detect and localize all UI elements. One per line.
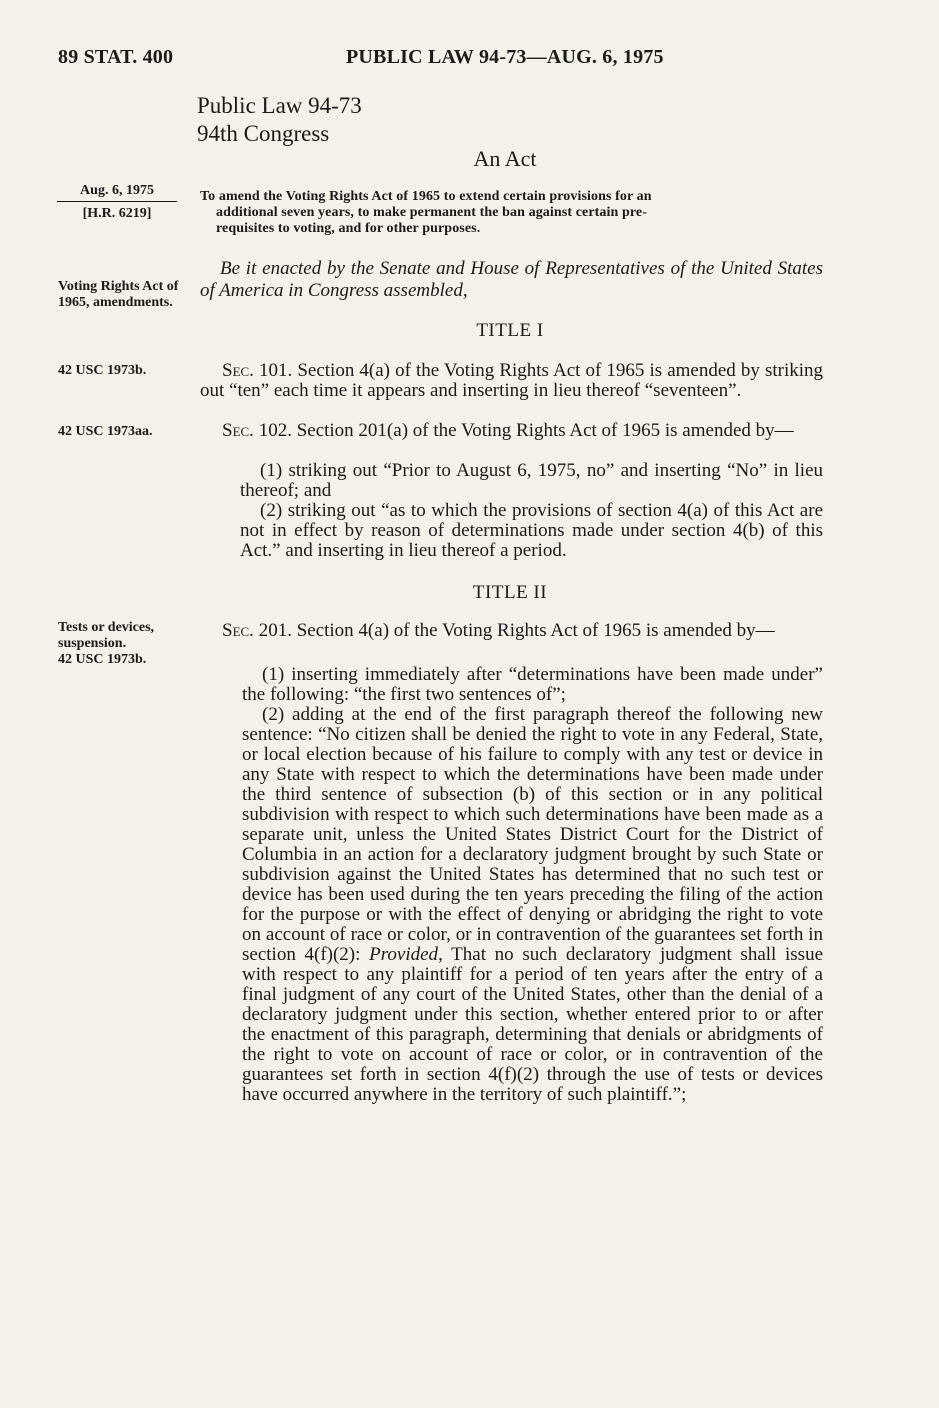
section-201: [200, 621, 823, 641]
purpose-line: requisites to voting, and for other purposes.: [216, 221, 481, 236]
section-201-paragraph-1: (1) inserting immediately after “determinations have been made under” the following: “the first two sentences of”;: [242, 664, 823, 705]
title-ii-heading: TITLE II: [472, 582, 548, 603]
title-i-heading: TITLE I: [476, 320, 544, 341]
section-102-paragraph-1: (1) striking out “Prior to August 6, 1975, no” and inserting “No” in lieu thereof; and: [240, 460, 823, 501]
enacting-clause: Be it enacted by the Senate and House of Representatives of the United States of America in Congress assembled,: [200, 258, 823, 301]
congress: 94th Congress: [197, 121, 330, 146]
section-201-paragraph-2: [242, 705, 823, 1105]
margin-note-tests-devices: [58, 620, 186, 668]
bleed-through: [600, 92, 624, 122]
section-101-text: 101. Section 4(a) of the Voting Rights Act of 1965 is amended by striking out “ten” each time it appears and inserting in lieu thereof “seventeen”.: [200, 360, 823, 401]
act-heading: An Act: [473, 146, 537, 171]
enactment-date: Aug. 6, 1975: [57, 183, 177, 202]
section-label: Sec.: [222, 420, 254, 441]
section-102-paragraph-2: (2) striking out “as to which the provisions of section 4(a) of this Act are not in effect by reason of determinations made under section 4(b) of this Act.” and inserting in lieu thereof a period.: [240, 500, 823, 561]
law-number: Public Law 94-73: [197, 93, 362, 118]
section-label: Sec.: [222, 360, 254, 381]
provided-proviso: Provided: [369, 944, 439, 965]
margin-note-vra-amendments: Voting Rights Act of 1965, amendments.: [58, 279, 179, 310]
margin-usc-1973b: 42 USC 1973b.: [58, 363, 147, 378]
page-reference: 89 STAT. 400: [58, 46, 174, 68]
purpose-line: additional seven years, to make permanent the ban against certain pre-: [216, 205, 647, 220]
margin-date-block: [57, 183, 177, 222]
margin-usc-1973aa: 42 USC 1973aa.: [58, 424, 153, 439]
section-label: Sec.: [222, 620, 254, 641]
law-title-block: [197, 92, 362, 148]
section-102: [200, 421, 823, 441]
section-201-text: 201. Section 4(a) of the Voting Rights Act of 1965 is amended by—: [253, 620, 775, 641]
running-title: PUBLIC LAW 94-73—AUG. 6, 1975: [346, 46, 664, 68]
paragraph-2-text-a: (2) adding at the end of the first paragraph thereof the following new sentence: “No citizen shall be denied the right to vote in any Federal, State, or local election because of his failure to comply with any test or device in any State with respect to which the determinations have been made under the third sentence of subsection (b) of this section or in any political subdivision with respect to which such determinations have been made as a separate unit, unless the United States District Court for the District of Columbia in an action for a declaratory judgment brought by such State or subdivision against the United States has determined that no such test or device has been used during the ten years preceding the filing of the action for the purpose or with the effect of denying or abridging the right to vote on account of race or color, or in contravention of the guarantees set forth in section 4(f)(2):: [242, 704, 823, 965]
bill-number: [H.R. 6219]: [82, 206, 152, 221]
purpose-clause: [200, 189, 823, 237]
section-102-text: 102. Section 201(a) of the Voting Rights Act of 1965 is amended by—: [253, 420, 794, 441]
margin-note-tests-label: Tests or devices, suspension.: [58, 620, 155, 651]
paragraph-2-text-b: , That no such declaratory judgment shall issue with respect to any plaintiff for a period of ten years after the entry of a final judgment of any court of the United States, other than the denial of a declaratory judgment under this section, whether entered prior to or after the enactment of this paragraph, determining that denials or abridgments of the right to vote on account of race or color, or in contravention of the guarantees set forth in section 4(f)(2) through the use of tests or devices have occurred anywhere in the territory of such plaintiff.”;: [242, 944, 824, 1105]
margin-usc-1973b-2: 42 USC 1973b.: [58, 652, 147, 667]
section-101: [200, 361, 823, 401]
purpose-line: To amend the Voting Rights Act of 1965 to extend certain provisions for an: [200, 189, 652, 204]
